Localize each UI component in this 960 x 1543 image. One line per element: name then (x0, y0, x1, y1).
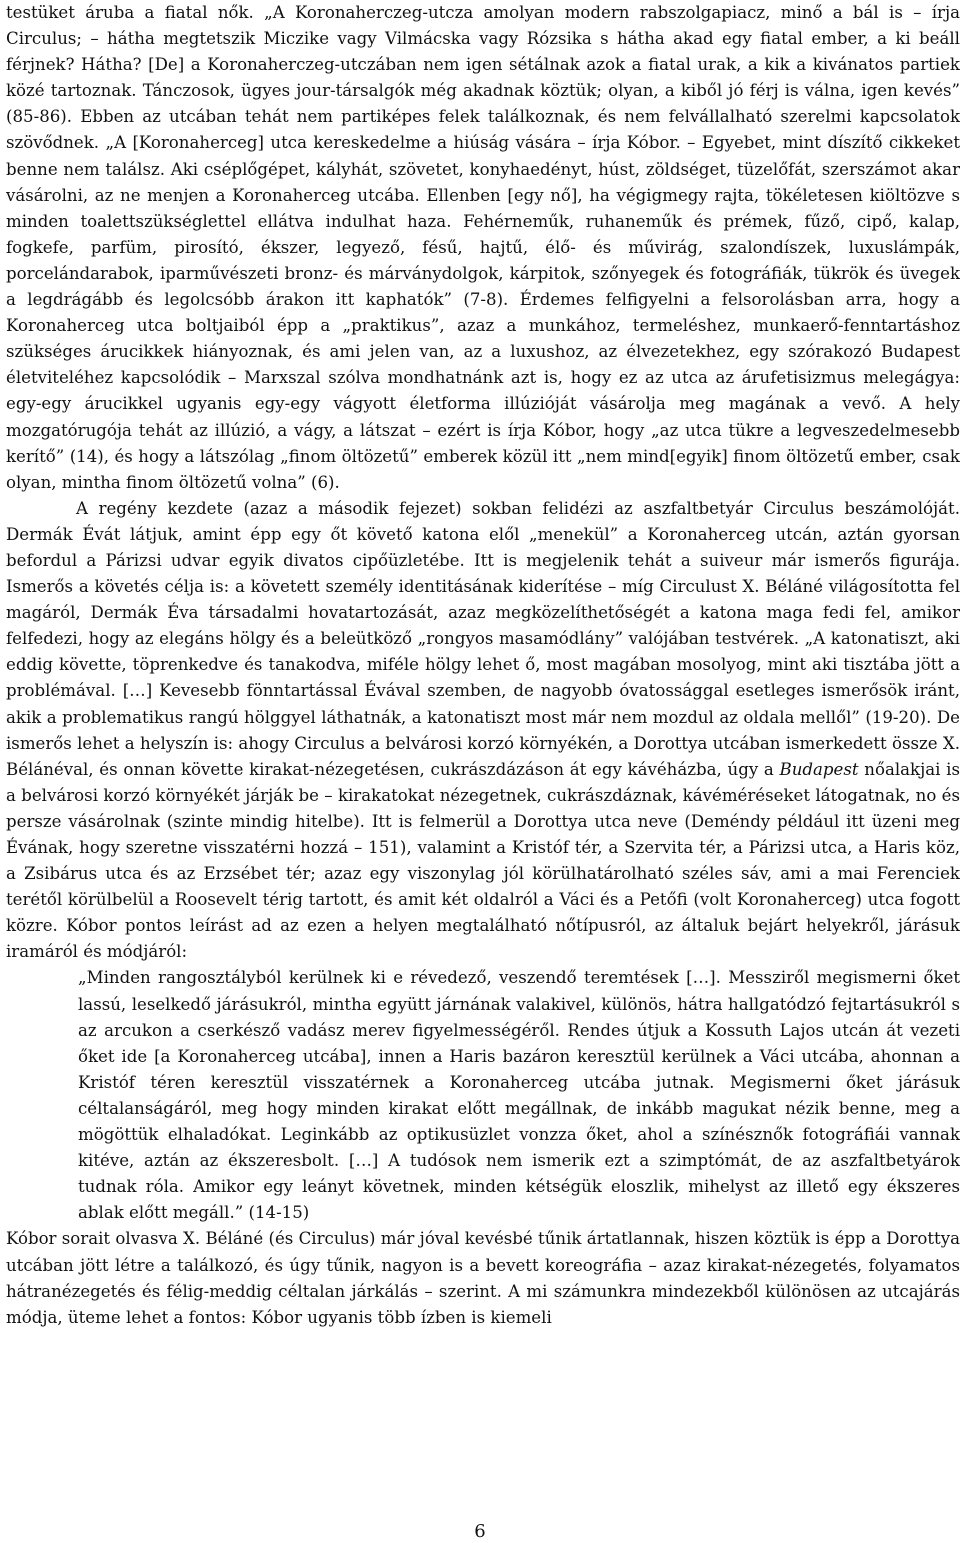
paragraph-2 (6, 496, 960, 966)
italic-text-segment: Budapest (779, 759, 859, 779)
block-quote (78, 965, 960, 1226)
text-segment: A regény kezdete (azaz a második fejezet) sokban felidézi az aszfaltbetyár Circulus beszámolóját. Dermák Évát látjuk, amint épp egy őt követő katona elől „menekül” a Koronaherceg utcán, aztán gyorsan befordul a Párizsi udvar egyik divatos cipőüzletébe. Itt is megjelenik tehát a suiveur már ismerős figurája. Ismerős a követés célja is: a követett személy identitásának kiderítése – míg Circulust X. Béláné világosította fel magáról, Dermák Éva társadalmi hovatartozását, azaz megközelíthetőségét a katona maga fedi fel, amikor felfedezi, hogy az elegáns hölgy és a beleütköző „rongyos masamódlány” valójában testvérek. „A katonatiszt, aki eddig követte, töprenkedve és tanakodva, miféle hölgy lehet ő, most magában mosolyog, mint aki tisztába jött a problémával. […] Kevesebb fönntartással Évával szemben, de nagyobb óvatossággal esetleges ismerősök iránt, akik a problematikus rangú hölggyel láthatnák, a katonatiszt most már nem mozdul az oldala mellől” (19-20). De ismerős lehet a helyszín is: ahogy Circulus a belvárosi korzó környékén, a Dorottya utcában ismerkedett össze X. Bélánéval, és onnan követte kirakat-nézegetésen, cukrászdázáson át egy kávéházba, úgy a (6, 498, 960, 779)
paragraph-3 (6, 1226, 960, 1330)
page-number: 6 (474, 1521, 486, 1542)
text-segment: Kóbor sorait olvasva X. Béláné (és Circulus) már jóval kevésbé tűnik ártatlannak, hiszen köztük is épp a Dorottya utcában jött létre a találkozó, és úgy tűnik, nagyon is a bevett koreográfia – azaz kirakat-nézegetés, folyamatos hátranézegetés és félig-meddig céltalan járkálás – szerint. A mi számunkra mindezekből különösen az utcajárás módja, üteme lehet a fontos: Kóbor ugyanis több ízben is kiemeli (6, 1229, 960, 1327)
text-segment: testüket áruba a fiatal nők. „A Koronaherczeg-utcza amolyan modern rabszolgapiacz, minő a bál is – írja Circulus; – hátha megtetszik Miczike vagy Vilmácska vagy Rózsika s hátha akad egy fiatal ember, a ki beáll férjnek? Hátha? [De] a Koronaherczeg-utczában nem igen sétálnak azok a fiatal urak, a kik a kivánatos partiek közé tartoznak. Tánczosok, ügyes jour-társalgók még akadnak köztük; olyan, a kiből jó férj is válna, igen kevés” (85-86). Ebben az utcában tehát nem partiképes felek találkoznak, és nem felvállalható szerelmi kapcsolatok szövődnek. „A [Koronaherceg] utca kereskedelme a hiúság vására – írja Kóbor. – Egyebet, mint díszítő cikkeket benne nem találsz. Aki cséplőgépet, kályhát, szövetet, konyhaedényt, húst, zöldséget, tüzelőfát, szerszámot akar vásárolni, az ne menjen a Koronaherceg utcába. Ellenben [egy nő], ha végigmegy rajta, tökéletesen kiöltözve s minden toalettszükséglettel ellátva indulhat haza. Fehérneműk, ruhaneműk és prémek, fűző, cipő, kalap, fogkefe, parfüm, pirosító, ékszer, legyező, fésű, hajtű, élő- és művirág, szalondíszek, luxuslámpák, porcelándarabok, iparművészeti bronz- és márványdolgok, kárpitok, szőnyegek és fotográfiák, tükrök és üvegek a legdrágább és legolcsóbb árakon itt kaphatók” (7-8). Érdemes felfigyelni a felsorolásban arra, hogy a Koronaherceg utca boltjaiból épp a „praktikus”, azaz a munkához, termeléshez, munkaerő-fenntartáshoz szükséges árucikkek hiányoznak, és ami jelen van, az a luxushoz, az élvezetekhez, egy szórakozó Budapest életviteléhez kapcsolódik – Marxszal szólva mondhatnánk azt is, hogy ez az utca az árufetisizmus melegágya: egy-egy árucikkel ugyanis egy-egy vágyott életforma illúzióját vásárolja meg magának a vevő. A hely mozgatórugója tehát az illúzió, a vágy, a látszat – ezért is írja Kóbor, hogy „az utca tükre a legveszedelmesebb kerítő” (14), és hogy a látszólag „finom öltözetű” emberek közül itt „nem mind[egyik] finom öltözetű ember, csak olyan, mintha finom öltözetű volna” (6). (6, 3, 960, 492)
document-page (6, 0, 960, 1331)
paragraph-1 (6, 0, 960, 496)
text-segment: nőalakjai is a belvárosi korzó környékét járják be – kirakatokat nézegetnek, cukrászdáznak, kávéméréseket látogatnak, no és persze vásárolnak (szinte mindig hitelbe). Itt is felmerül a Dorottya utca neve (Deméndy például itt üzeni meg Évának, hogy szeretne visszatérni hozzá – 151), valamint a Kristóf tér, a Szervita tér, a Párizsi utca, a Haris köz, a Zsibárus utca és az Erzsébet tér; azaz egy viszonylag jól körülhatárolható széles sáv, ami a mai Ferenciek terétől körülbelül a Roosevelt térig tartott, és amit két oldalról a Váci és a Petőfi (volt Koronaherceg) utca fogott közre. Kóbor pontos leírást ad az ezen a helyen megtalálható nőtípusról, az általuk bejárt helyekről, járásuk iramáról és módjáról: (6, 759, 960, 962)
text-segment: „Minden rangosztályból kerülnek ki e révedező, veszendő teremtések […]. Messziről megismerni őket lassú, leselkedő járásukról, mintha együtt járnának valakivel, különös, hátra hallgatódzó fejtartásukról s az arcukon a cserkésző vadász merev figyelmességéről. Rendes útjuk a Kossuth Lajos utcán át vezeti őket ide [a Koronaherceg utcába], innen a Haris bazáron keresztül kerülnek a Váci utcába, ahonnan a Kristóf téren keresztül visszatérnek a Koronaherceg utcába jutnak. Megismerni őket járásuk céltalanságáról, meg hogy minden kirakat előtt megállnak, de inkább magukat nézik benne, meg a mögöttük elhaladókat. Leginkább az optikusüzlet vonzza őket, ahol a színésznők fotográfiái vannak kitéve, aztán az ékszeresbolt. […] A tudósok nem ismerik ezt a szimptómát, de az aszfaltbetyárok tudnak róla. Amikor egy leányt követnek, minden kétségük eloszlik, mihelyst az illető egy ékszeres ablak előtt megáll.” (14-15) (78, 968, 960, 1223)
